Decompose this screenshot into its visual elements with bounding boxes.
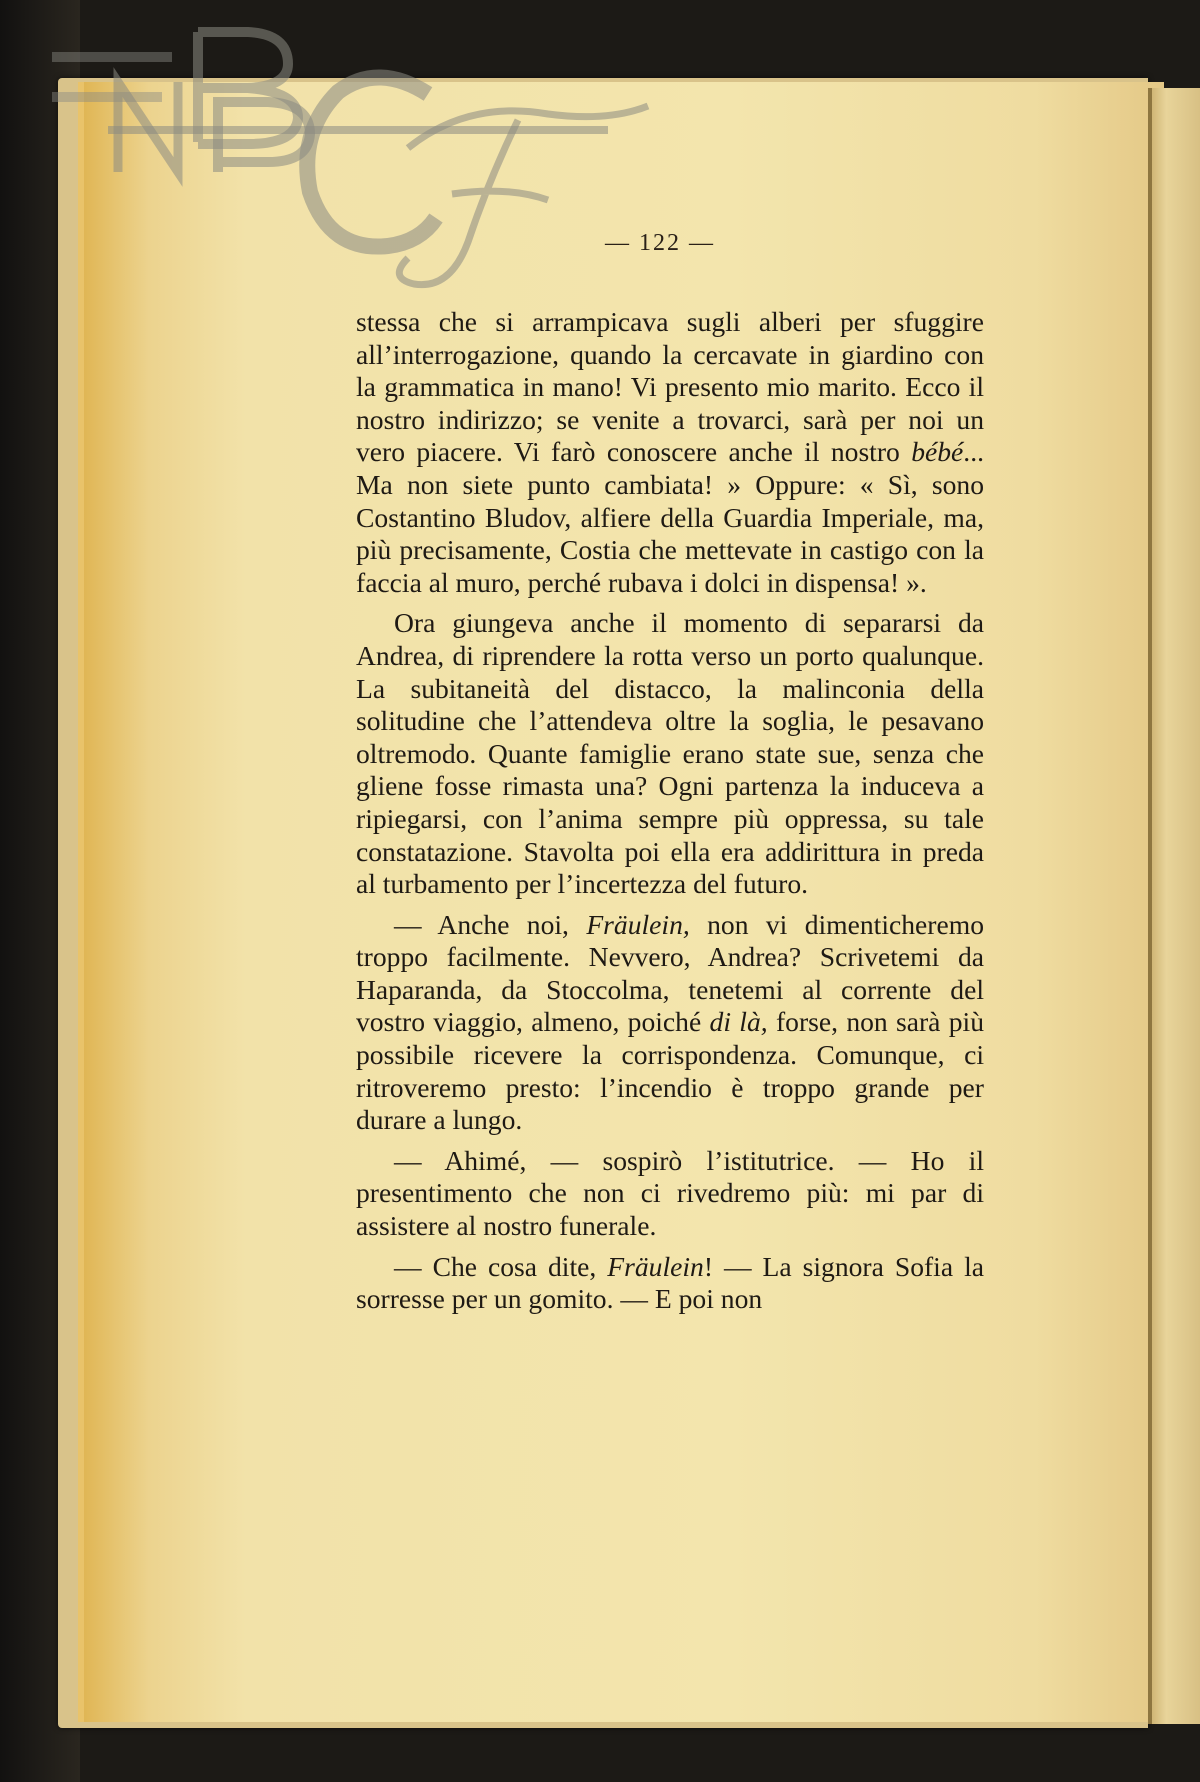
text-run: forse, non sarà più possibile ricevere la corrispondenza. Comunque, ci ritroveremo presto: l’incendio è troppo grande per durare a lungo. <box>356 1006 984 1136</box>
facing-page-edge <box>1148 88 1200 1724</box>
paragraph <box>356 909 984 1137</box>
paragraph <box>356 1145 984 1243</box>
text-run: stessa che si arrampicava sugli alberi per sfuggire all’interrogazione, quando la cercavate in giardino con la grammatica in mano! Vi presento mio marito. Ecco il nostro indirizzo; se venite a trovarci, sarà per noi un vero piacere. Vi farò conoscere anche il nostro <box>356 306 984 468</box>
italic-text: bébé <box>911 436 964 468</box>
italic-text: Fräulein, <box>586 908 690 940</box>
text-run: — Anche noi, <box>394 908 587 940</box>
paragraph <box>356 607 984 900</box>
library-watermark-logo <box>48 22 708 322</box>
italic-text: Fräulein <box>607 1250 704 1282</box>
paragraph <box>356 1251 984 1316</box>
text-run: — Che cosa dite, <box>394 1250 608 1282</box>
page-number: — 122 — <box>605 230 715 256</box>
text-run: — Ahimé, — sospirò l’istitutrice. — Ho il presentimento che non ci rivedremo più: mi par di assistere al nostro funerale. <box>356 1144 984 1242</box>
text-run: ... Ma non siete punto cambiata! » Oppure: « Sì, sono Costantino Bludov, alfiere della Guardia Imperiale, ma, più precisamente, Costia che mettevate in castigo con la faccia al muro, perché rubava i dolci in dispensa! ». <box>356 436 984 598</box>
text-run: non vi dimenticheremo troppo facilmente. Nevvero, Andrea? Scrivetemi da Haparanda, da Stoccolma, tenetemi al corrente del vostro viaggio, almeno, poiché <box>356 908 984 1038</box>
text-run: ! — La signora Sofia la sorresse per un gomito. — E poi non <box>356 1250 984 1315</box>
body-text <box>356 306 984 1316</box>
paragraph <box>356 306 984 599</box>
page-gutter <box>1148 88 1152 1724</box>
text-run: Ora giungeva anche il momento di separarsi da Andrea, di riprendere la rotta verso un porto qualunque. La subitaneità del distacco, la malinconia della solitudine che l’attendeva oltre la soglia, le pesavano oltremodo. Quante famiglie erano state sue, senza che gliene fosse rimasta una? Ogni partenza la induceva a ripiegarsi, con l’anima sempre più oppressa, su tale constatazione. Stavolta poi ella era addirittura in preda al turbamento per l’incertezza del futuro. <box>356 607 984 900</box>
italic-text: di là, <box>709 1006 768 1038</box>
